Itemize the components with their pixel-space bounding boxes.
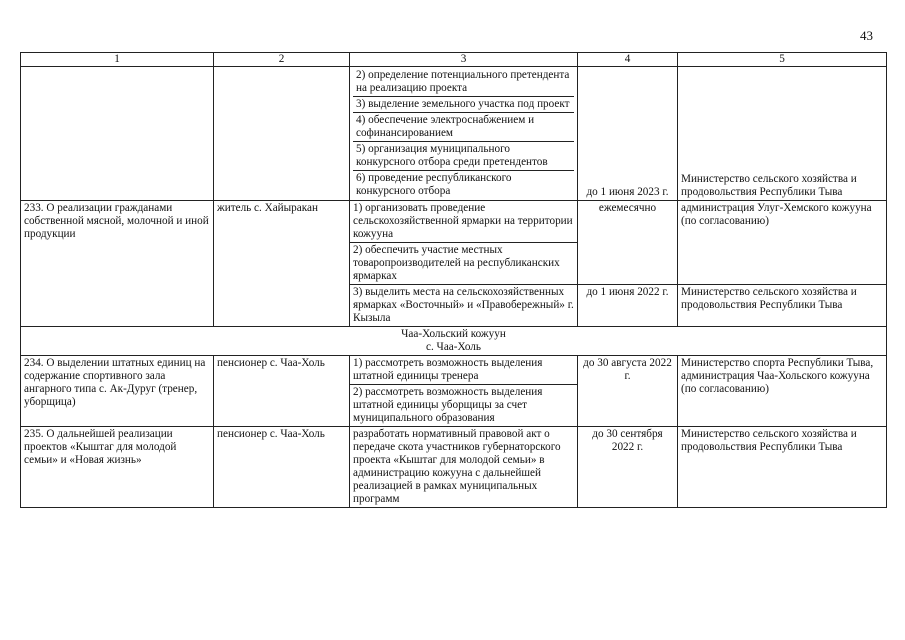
col-header-2: 2 bbox=[214, 53, 350, 67]
cell-measure: разработать нормативный правовой акт о передаче скота участников губернаторского проекта «Кыштаг для молодой семьи» в администрацию кожууна с дальнейшей реализацией в рамках муниципальных программ bbox=[350, 427, 578, 508]
header-row bbox=[21, 53, 887, 67]
col-header-4: 4 bbox=[578, 53, 678, 67]
measure-item: 2) определение потенциального претендента на реализацию проекта bbox=[353, 68, 574, 97]
cell-responsible: Министерство сельского хозяйства и продовольствия Республики Тыва bbox=[678, 427, 887, 508]
cell-responsible: Министерство сельского хозяйства и продовольствия Республики Тыва bbox=[678, 67, 887, 201]
cell-measure: 2) рассмотреть возможность выделения штатной единицы уборщицы за счет муниципального образования bbox=[350, 385, 578, 427]
table-row bbox=[21, 201, 887, 243]
section-village: с. Чаа-Холь bbox=[426, 341, 481, 353]
cell-responsible: Министерство спорта Республики Тыва, администрация Чаа-Хольского кожууна (по согласованию) bbox=[678, 356, 887, 427]
cell-measures bbox=[350, 67, 578, 201]
measure-item: 5) организация муниципального конкурсного отбора среди претендентов bbox=[353, 142, 574, 171]
cell-deadline: до 1 июня 2022 г. bbox=[578, 285, 678, 327]
measure-item: 6) проведение республиканского конкурсного отбора bbox=[356, 172, 512, 197]
cell-deadline: до 30 сентября 2022 г. bbox=[578, 427, 678, 508]
cell-deadline: до 30 августа 2022 г. bbox=[578, 356, 678, 427]
section-district: Чаа-Хольский кожуун bbox=[401, 328, 506, 340]
table-row-continued bbox=[21, 67, 887, 201]
cell-subject: 234. О выделении штатных единиц на содержание спортивного зала ангарного типа с. Ак-Дуруг (тренер, уборщица) bbox=[21, 356, 214, 427]
cell-deadline: ежемесячно bbox=[578, 201, 678, 285]
page-number: 43 bbox=[860, 28, 873, 43]
decisions-table bbox=[20, 52, 887, 508]
table-row bbox=[21, 427, 887, 508]
col-header-1: 1 bbox=[21, 53, 214, 67]
cell-subject: 233. О реализации гражданами собственной мясной, молочной и иной продукции bbox=[21, 201, 214, 327]
cell-responsible: администрация Улуг-Хемского кожууна (по согласованию) bbox=[678, 201, 887, 285]
section-heading bbox=[21, 327, 887, 356]
measure-item: 3) выделение земельного участка под проект bbox=[353, 97, 574, 113]
cell-subject-empty bbox=[21, 67, 214, 201]
col-header-3: 3 bbox=[350, 53, 578, 67]
cell-applicant: пенсионер с. Чаа-Холь bbox=[214, 356, 350, 427]
col-header-5: 5 bbox=[678, 53, 887, 67]
section-row bbox=[21, 327, 887, 356]
cell-applicant-empty bbox=[214, 67, 350, 201]
cell-measure: 1) организовать проведение сельскохозяйственной ярмарки на территории кожууна bbox=[350, 201, 578, 243]
cell-subject: 235. О дальнейшей реализации проектов «Кыштаг для молодой семьи» и «Новая жизнь» bbox=[21, 427, 214, 508]
measure-item: 4) обеспечение электроснабжением и софинансированием bbox=[353, 113, 574, 142]
cell-deadline: до 1 июня 2023 г. bbox=[578, 67, 678, 201]
cell-responsible: Министерство сельского хозяйства и продовольствия Республики Тыва bbox=[678, 285, 887, 327]
cell-measure: 1) рассмотреть возможность выделения штатной единицы тренера bbox=[350, 356, 578, 385]
cell-applicant: пенсионер с. Чаа-Холь bbox=[214, 427, 350, 508]
cell-measure: 2) обеспечить участие местных товаропроизводителей на республиканских ярмарках bbox=[350, 243, 578, 285]
cell-measure: 3) выделить места на сельскохозяйственных ярмарках «Восточный» и «Правобережный» г. Кызыла bbox=[350, 285, 578, 327]
cell-applicant: житель с. Хайыракан bbox=[214, 201, 350, 327]
table-row bbox=[21, 356, 887, 385]
